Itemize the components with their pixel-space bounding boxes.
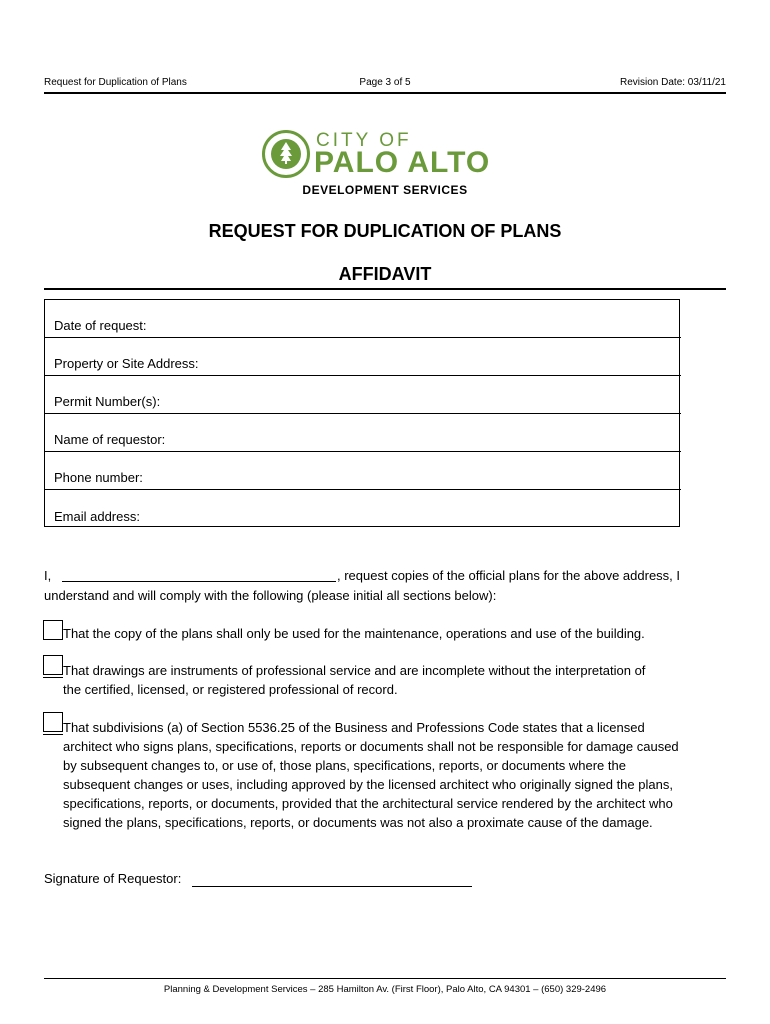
tree-seal-icon <box>262 130 310 178</box>
field-label: Property or Site Address: <box>54 356 199 371</box>
page-title: REQUEST FOR DUPLICATION OF PLANS <box>208 221 562 241</box>
initial-checkbox-2[interactable] <box>43 655 63 675</box>
condition-line: signed the plans, specifications, reports, or documents was not also a proximate cause of the damage. <box>63 815 653 830</box>
logo-palo-alto: PALO ALTO <box>314 146 491 179</box>
site-address-field[interactable] <box>45 338 681 376</box>
field-label: Date of request: <box>54 318 147 333</box>
condition-line: by subsequent changes to, or use of, those plans, specifications, reports, or documents where the <box>63 758 626 773</box>
initial-blank-3 <box>43 734 63 735</box>
footer-divider <box>44 978 726 979</box>
intro-line1: , request copies of the official plans for the above address, I <box>337 568 681 583</box>
condition-line: subsequent changes or uses, including approved by the licensed architect who originally signed the plans, <box>63 777 673 792</box>
field-label: Phone number: <box>54 470 143 485</box>
department-name: DEVELOPMENT SERVICES <box>302 183 468 197</box>
signature-line[interactable] <box>192 886 472 887</box>
palo-alto-logo <box>262 128 512 186</box>
condition-3 <box>63 718 733 832</box>
field-label: Email address: <box>54 509 140 524</box>
field-label: Name of requestor: <box>54 432 166 447</box>
page-subtitle: AFFIDAVIT <box>338 264 432 284</box>
email-address-field[interactable] <box>45 490 681 528</box>
initial-checkbox-3[interactable] <box>43 712 63 732</box>
header-doc-title: Request for Duplication of Plans <box>44 77 187 88</box>
condition-line: That the copy of the plans shall only be used for the maintenance, operations and use of the building. <box>63 626 645 641</box>
permit-number-field[interactable] <box>45 376 681 414</box>
initial-checkbox-1[interactable] <box>43 620 63 640</box>
condition-line: That subdivisions (a) of Section 5536.25 of the Business and Professions Code states that a licensed <box>63 720 645 735</box>
condition-1 <box>63 624 733 643</box>
page-footer: Planning & Development Services – 285 Hamilton Av. (First Floor), Palo Alto, CA 94301 – (650) 329-2496 <box>163 984 607 995</box>
tree-icon <box>280 142 292 164</box>
condition-line: That drawings are instruments of professional service and are incomplete without the interpretation of <box>63 663 646 678</box>
initial-blank-2 <box>43 677 63 678</box>
request-form <box>44 299 680 527</box>
phone-number-field[interactable] <box>45 452 681 490</box>
field-label: Permit Number(s): <box>54 394 161 409</box>
signature-label: Signature of Requestor: <box>44 871 182 886</box>
logo-city-of: CITY OF <box>316 130 412 151</box>
requestor-name-blank[interactable] <box>62 581 336 582</box>
header-page-number: Page 3 of 5 <box>359 77 411 88</box>
page-header <box>44 70 726 94</box>
title-divider <box>44 288 726 290</box>
condition-line: the certified, licensed, or registered professional of record. <box>63 682 398 697</box>
intro-prefix: I, <box>44 568 52 583</box>
condition-2 <box>63 661 733 699</box>
date-of-request-field[interactable] <box>45 300 681 338</box>
condition-line: architect who signs plans, specifications, reports or documents shall not be responsible for damage caused <box>63 739 679 754</box>
header-revision-date: Revision Date: 03/11/21 <box>620 77 726 88</box>
requestor-name-field[interactable] <box>45 414 681 452</box>
condition-line: specifications, reports, or documents, provided that the architectural service rendered by the architect who <box>63 796 673 811</box>
intro-line2: understand and will comply with the following (please initial all sections below): <box>44 588 497 603</box>
